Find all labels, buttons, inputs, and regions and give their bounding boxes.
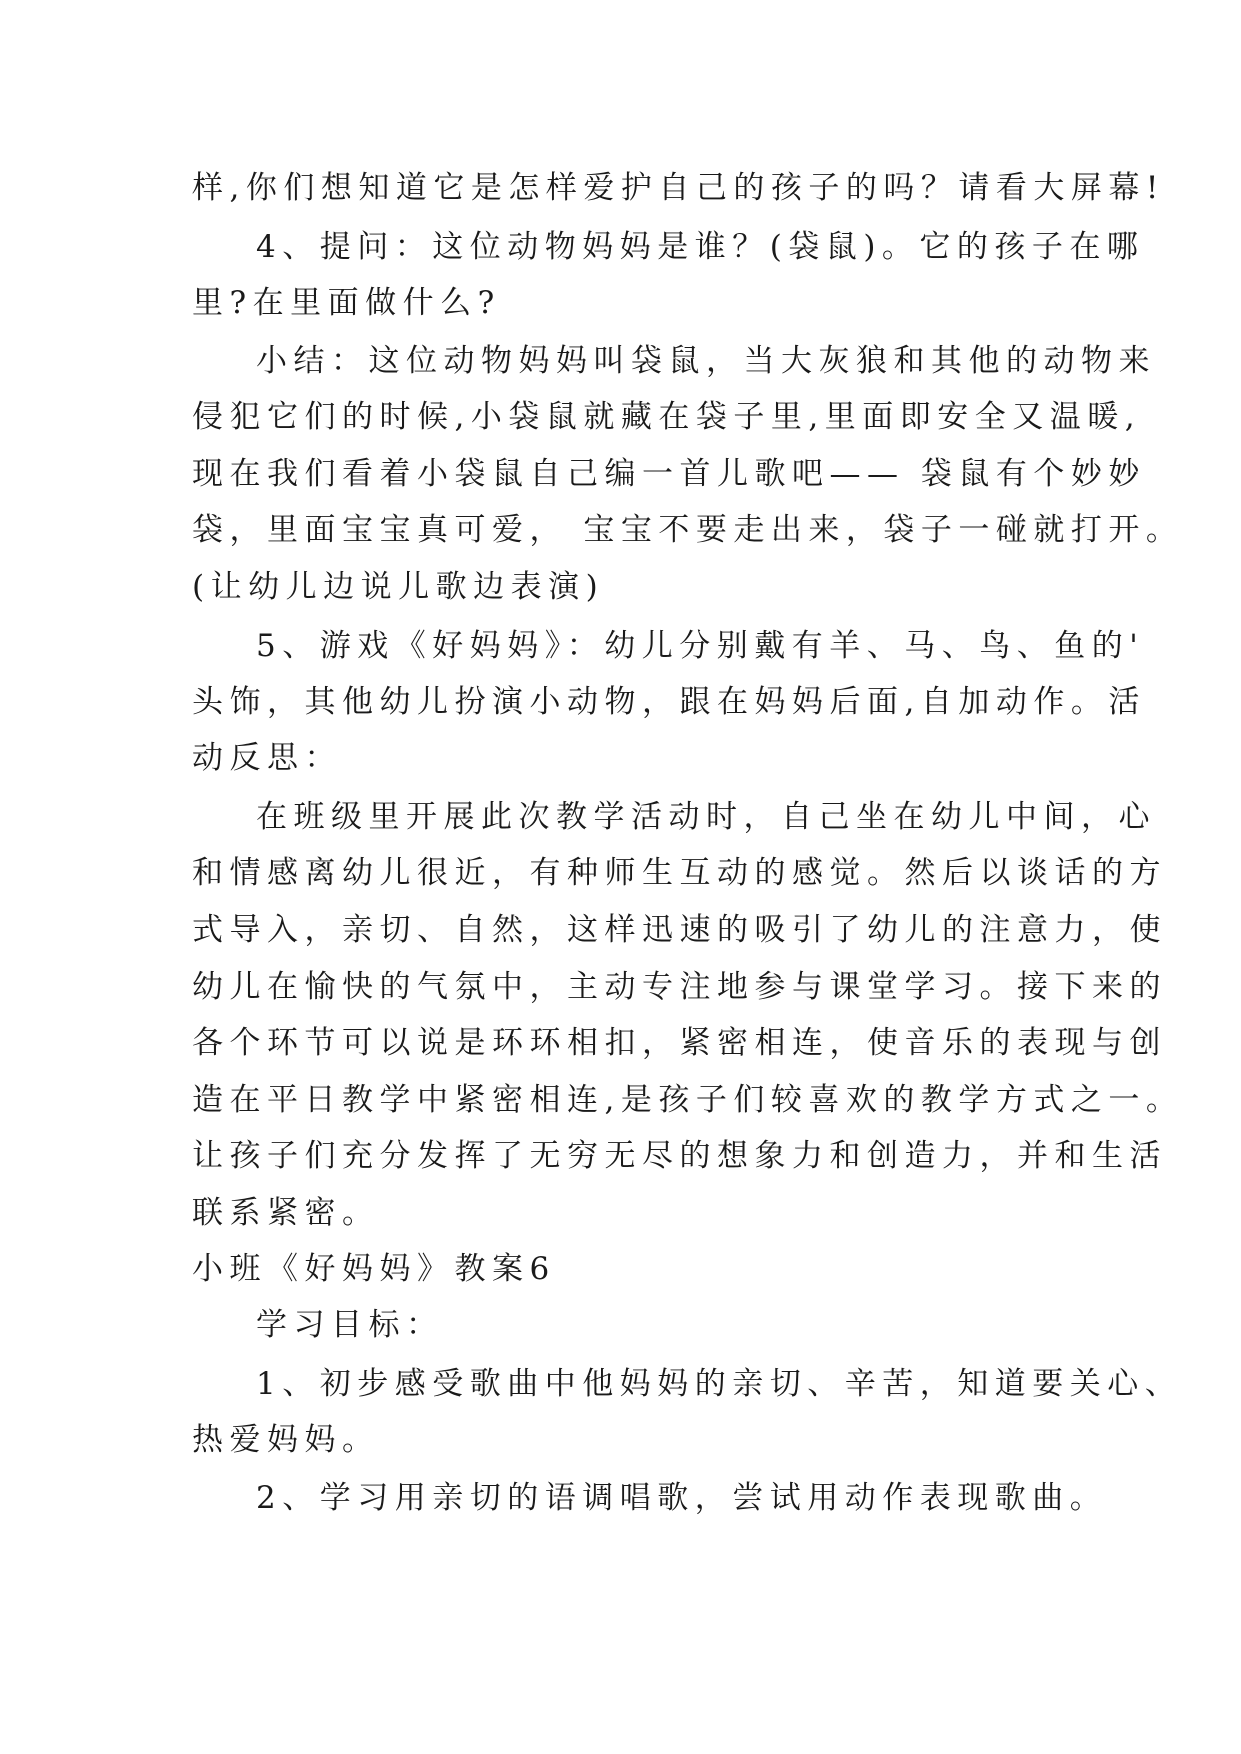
text-line: 联系紧密。 (192, 1195, 380, 1231)
text-line: 式导入，亲切、自然，这样迅速的吸引了幼儿的注意力，使 (192, 912, 1167, 948)
text-line: (让幼儿边说儿歌边表演) (192, 569, 605, 605)
text-line: 造在平日教学中紧密相连,是孩子们较喜欢的教学方式之一。 (192, 1082, 1184, 1118)
text-line: 和情感离幼儿很近，有种师生互动的感觉。然后以谈话的方 (192, 855, 1167, 891)
text-line: 2、学习用亲切的语调唱歌，尝试用动作表现歌曲。 (256, 1480, 1108, 1516)
text-line: 头饰，其他幼儿扮演小动物，跟在妈妈后面,自加动作。活 (192, 684, 1146, 720)
text-line: 4、提问：这位动物妈妈是谁？(袋鼠)。它的孩子在哪 (256, 229, 1145, 265)
text-line: 学习目标： (256, 1307, 444, 1343)
text-line: 热爱妈妈。 (192, 1422, 380, 1458)
text-line: 样,你们想知道它是怎样爱护自己的孩子的吗？请看大屏幕! (192, 170, 1165, 206)
text-line: 5、游戏《好妈妈》：幼儿分别戴有羊、马、鸟、鱼的' (256, 628, 1145, 664)
text-line: 幼儿在愉快的气氛中，主动专注地参与课堂学习。接下来的 (192, 969, 1167, 1005)
text-line: 让孩子们充分发挥了无穷无尽的想象力和创造力，并和生活 (192, 1138, 1167, 1174)
text-line: 1、初步感受歌曲中他妈妈的亲切、辛苦，知道要关心、 (256, 1366, 1183, 1402)
text-line: 各个环节可以说是环环相扣，紧密相连，使音乐的表现与创 (192, 1025, 1167, 1061)
text-line: 动反思： (192, 740, 342, 776)
section-heading: 小班《好妈妈》教案6 (192, 1251, 556, 1287)
text-line: 侵犯它们的时候,小袋鼠就藏在袋子里,里面即安全又温暖, (192, 399, 1142, 435)
text-line: 现在我们看着小袋鼠自己编一首儿歌吧—— 袋鼠有个妙妙 (192, 456, 1146, 492)
text-line: 袋，里面宝宝真可爱， 宝宝不要走出来，袋子一碰就打开。 (192, 512, 1184, 548)
text-line: 里?在里面做什么? (192, 285, 501, 321)
text-line: 在班级里开展此次教学活动时，自己坐在幼儿中间，心 (256, 799, 1156, 835)
text-line: 小结：这位动物妈妈叫袋鼠，当大灰狼和其他的动物来 (256, 343, 1156, 379)
